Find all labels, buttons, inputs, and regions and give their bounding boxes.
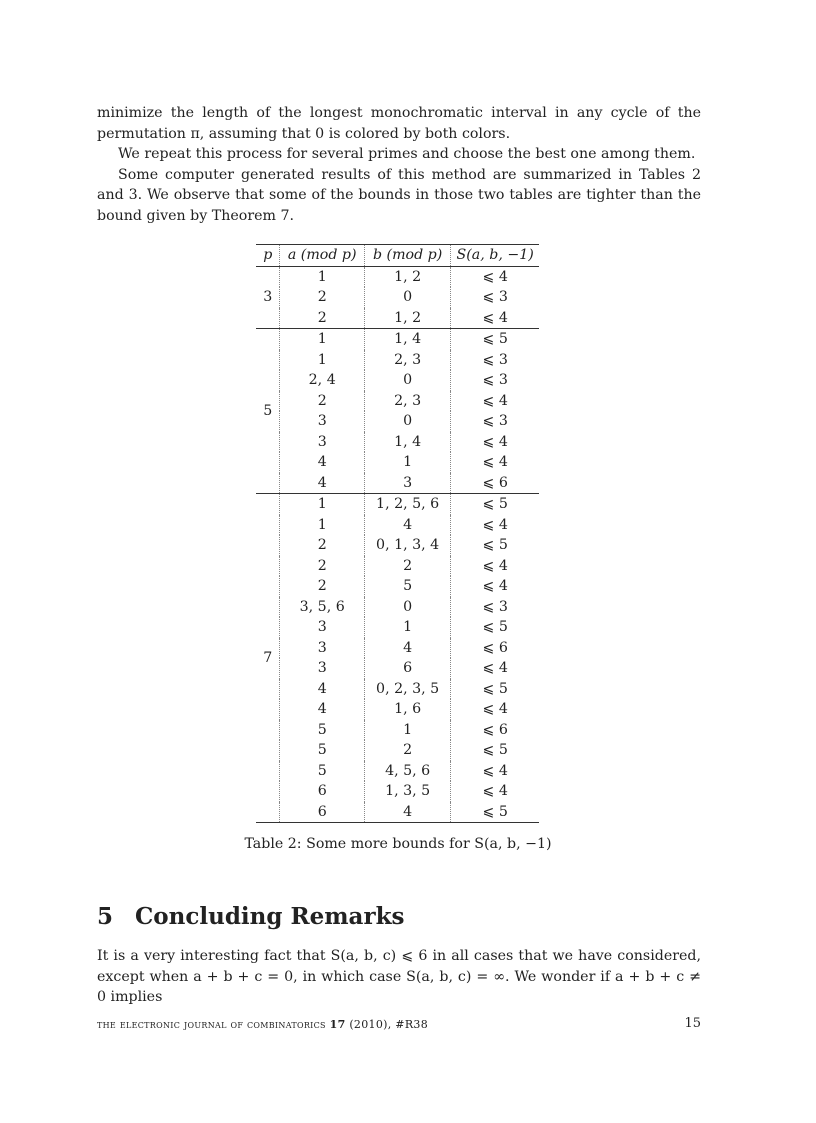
cell-s: ⩽ 3 — [482, 351, 508, 368]
cell-b: 1, 4 — [364, 329, 450, 350]
intro-paragraph-2: We repeat this process for several primes and choose the best one among them. — [118, 146, 696, 162]
journal-volume: 17 — [329, 1018, 346, 1031]
table-row — [256, 494, 539, 515]
cell-a: 3 — [280, 411, 364, 432]
bounds-table — [256, 244, 539, 823]
cell-b: 0 — [364, 411, 450, 432]
cell-s: ⩽ 5 — [482, 742, 508, 758]
section-heading — [97, 903, 404, 930]
table-row — [256, 761, 539, 782]
cell-b: 0, 1, 3, 4 — [364, 535, 450, 556]
cell-p: 5 — [256, 329, 280, 494]
cell-s: ⩽ 5 — [482, 680, 508, 697]
table-row — [256, 350, 539, 371]
section-number: 5 — [97, 903, 114, 930]
table-row — [256, 432, 539, 453]
cell-s: ⩽ 5 — [451, 802, 539, 823]
cell-a: 4 — [280, 699, 364, 720]
journal-issue: (2010), #R38 — [349, 1018, 428, 1031]
cell-s: ⩽ 5 — [482, 619, 508, 635]
cell-b: 1 — [364, 452, 450, 473]
cell-b: 0 — [364, 287, 450, 308]
table-row — [256, 638, 539, 659]
cell-a: 4 — [280, 473, 364, 494]
table-row — [256, 515, 539, 536]
cell-p: 3 — [256, 266, 280, 329]
cell-s: ⩽ 4 — [482, 392, 508, 409]
cell-s: ⩽ 4 — [482, 516, 508, 533]
journal-name: the electronic journal of combinatorics — [97, 1018, 326, 1031]
cell-b: 3 — [364, 473, 450, 494]
cell-p: 7 — [256, 494, 280, 823]
cell-a: 2 — [280, 535, 364, 556]
cell-s: ⩽ 4 — [482, 433, 508, 450]
table-row — [256, 699, 539, 720]
cell-a: 2 — [280, 556, 364, 577]
cell-b: 1, 4 — [364, 432, 450, 453]
cell-a: 2 — [280, 287, 364, 308]
cell-s: ⩽ 6 — [482, 474, 508, 491]
cell-s: ⩽ 4 — [451, 266, 539, 287]
cell-b: 1, 6 — [364, 699, 450, 720]
table-header-row — [256, 245, 539, 267]
cell-a: 2 — [280, 308, 364, 329]
concluding-paragraph: It is a very interesting fact that S(a, b, c) ⩽ 6 in all cases that we have considered, except when a + b + c = 0, in which case S(a, b, c) = ∞. We wonder if a + b + c ≠ 0 implies — [97, 948, 701, 1005]
cell-b: 1 — [364, 617, 450, 638]
cell-s: ⩽ 4 — [482, 783, 508, 799]
table-row — [256, 329, 539, 350]
cell-s: ⩽ 4 — [482, 309, 508, 326]
cell-b: 2 — [364, 556, 450, 577]
cell-b: 5 — [364, 576, 450, 597]
cell-s: ⩽ 4 — [482, 701, 508, 717]
cell-s: ⩽ 4 — [482, 762, 508, 779]
cell-b: 4 — [364, 515, 450, 536]
cell-a: 5 — [280, 720, 364, 741]
table-row — [256, 617, 539, 638]
table-row — [256, 781, 539, 802]
table-row — [256, 597, 539, 618]
table-row — [256, 802, 539, 823]
cell-s: ⩽ 3 — [482, 372, 508, 388]
cell-a: 2, 4 — [280, 370, 364, 391]
table-row — [256, 535, 539, 556]
cell-b: 1, 2, 5, 6 — [364, 494, 450, 515]
cell-a: 3, 5, 6 — [280, 597, 364, 618]
cell-a: 5 — [280, 740, 364, 761]
cell-s: ⩽ 5 — [451, 329, 539, 350]
page-number: 15 — [684, 1016, 701, 1031]
cell-a: 1 — [280, 494, 364, 515]
cell-b: 4 — [364, 802, 450, 823]
cell-b: 6 — [364, 658, 450, 679]
cell-a: 5 — [280, 761, 364, 782]
intro-paragraph-3: Some computer generated results of this method are summarized in Tables 2 and 3. We observe that some of the bounds in those two tables are tighter than the bound given by Theorem 7. — [97, 166, 701, 224]
table-row — [256, 391, 539, 412]
table-row — [256, 308, 539, 329]
table-row — [256, 720, 539, 741]
cell-b: 2, 3 — [364, 350, 450, 371]
table-row — [256, 740, 539, 761]
header-a-mod-p: a (mod p) — [280, 245, 364, 267]
cell-s: ⩽ 6 — [482, 721, 508, 738]
cell-a: 6 — [280, 781, 364, 802]
section-title: Concluding Remarks — [135, 903, 405, 930]
cell-s: ⩽ 3 — [482, 598, 508, 615]
table-row — [256, 287, 539, 308]
cell-s: ⩽ 6 — [482, 639, 508, 656]
cell-s: ⩽ 5 — [482, 537, 508, 553]
cell-b: 2 — [364, 740, 450, 761]
header-b-mod-p: b (mod p) — [364, 245, 450, 267]
cell-a: 3 — [280, 658, 364, 679]
cell-b: 1 — [364, 720, 450, 741]
table-row — [256, 370, 539, 391]
table-row — [256, 452, 539, 473]
cell-b: 1, 3, 5 — [364, 781, 450, 802]
cell-a: 2 — [280, 391, 364, 412]
journal-footer — [97, 1018, 428, 1031]
table-row — [256, 473, 539, 494]
cell-a: 6 — [280, 802, 364, 823]
cell-b: 0 — [364, 597, 450, 618]
cell-a: 3 — [280, 432, 364, 453]
cell-b: 4, 5, 6 — [364, 761, 450, 782]
table-caption: Table 2: Some more bounds for S(a, b, −1) — [244, 836, 552, 852]
intro-paragraph-1: minimize the length of the longest monochromatic interval in any cycle of the permutation π, assuming that 0 is colored by both colors. — [97, 105, 701, 142]
table-row — [256, 576, 539, 597]
cell-a: 2 — [280, 576, 364, 597]
table-row — [256, 556, 539, 577]
table-body — [256, 266, 539, 823]
header-p: p — [256, 245, 280, 267]
cell-s: ⩽ 4 — [482, 454, 508, 470]
cell-s: ⩽ 3 — [482, 413, 508, 429]
cell-s: ⩽ 5 — [451, 494, 539, 515]
header-s-value: S(a, b, −1) — [451, 245, 539, 267]
cell-a: 1 — [280, 266, 364, 287]
table-row — [256, 679, 539, 700]
cell-a: 4 — [280, 452, 364, 473]
table-row — [256, 411, 539, 432]
cell-a: 1 — [280, 329, 364, 350]
cell-b: 0, 2, 3, 5 — [364, 679, 450, 700]
cell-a: 3 — [280, 638, 364, 659]
table-row — [256, 658, 539, 679]
cell-s: ⩽ 4 — [482, 557, 508, 574]
cell-s: ⩽ 4 — [482, 578, 508, 594]
cell-s: ⩽ 4 — [482, 660, 508, 676]
cell-a: 1 — [280, 515, 364, 536]
cell-a: 4 — [280, 679, 364, 700]
cell-s: ⩽ 3 — [482, 289, 508, 305]
cell-b: 0 — [364, 370, 450, 391]
cell-b: 1, 2 — [364, 308, 450, 329]
table-row — [256, 266, 539, 287]
cell-b: 2, 3 — [364, 391, 450, 412]
cell-b: 1, 2 — [364, 266, 450, 287]
cell-b: 4 — [364, 638, 450, 659]
cell-a: 3 — [280, 617, 364, 638]
cell-a: 1 — [280, 350, 364, 371]
